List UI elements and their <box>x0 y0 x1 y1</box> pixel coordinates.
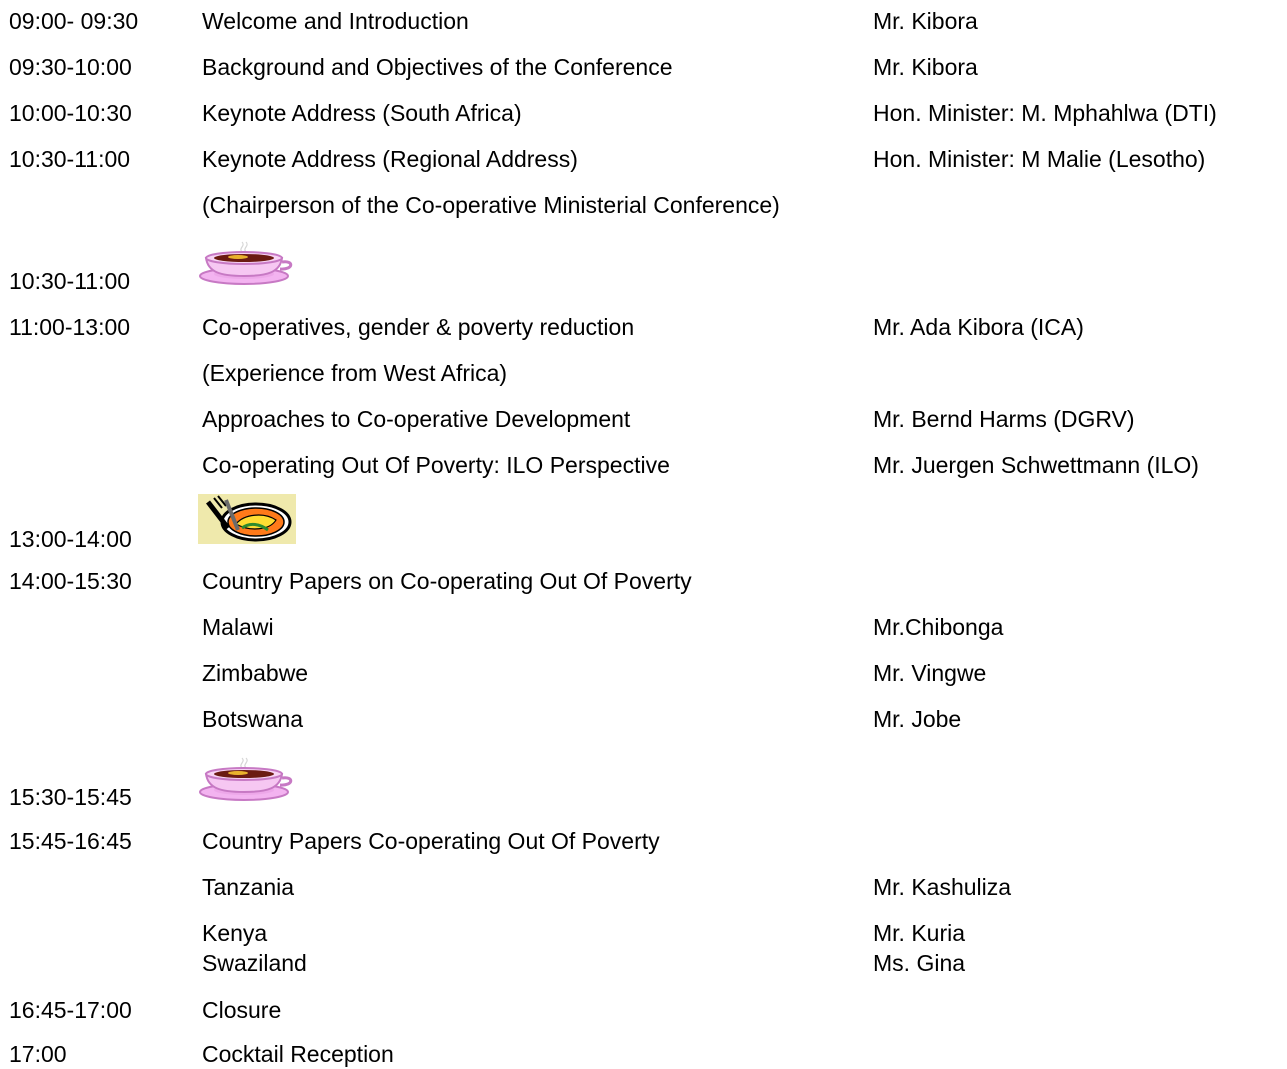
agenda-row <box>0 190 1287 220</box>
agenda-item: Co-operating Out Of Poverty: ILO Perspective <box>202 452 670 478</box>
speaker-name: Mr. Kuria <box>873 920 966 946</box>
agenda-item: Keynote Address (South Africa) <box>202 100 522 126</box>
lunch-plate-icon <box>198 494 296 544</box>
time-slot: 16:45-17:00 <box>9 997 132 1023</box>
speaker-name: Ms. Gina <box>873 950 966 976</box>
agenda-item: Botswana <box>202 706 304 732</box>
speaker-name: Mr. Ada Kibora (ICA) <box>873 314 1084 340</box>
agenda-row <box>0 450 1287 480</box>
agenda-row <box>0 566 1287 596</box>
time-slot: 13:00-14:00 <box>9 526 132 552</box>
agenda-row <box>0 658 1287 688</box>
agenda-item: Tanzania <box>202 874 295 900</box>
speaker-name: Mr. Juergen Schwettmann (ILO) <box>873 452 1199 478</box>
agenda-item: Kenya <box>202 920 268 946</box>
agenda-item: Swaziland <box>202 950 307 976</box>
agenda-row <box>0 826 1287 856</box>
time-slot: 10:30-11:00 <box>9 268 131 294</box>
speaker-name: Hon. Minister: M. Mphahlwa (DTI) <box>873 100 1217 126</box>
agenda-item: Co-operatives, gender & poverty reduction <box>202 314 635 340</box>
speaker-name: Mr. Jobe <box>873 706 962 732</box>
time-slot: 09:00- 09:30 <box>9 8 139 34</box>
time-slot: 15:45-16:45 <box>9 828 132 854</box>
tea-break-row <box>0 782 1287 812</box>
agenda-row <box>0 404 1287 434</box>
tea-break-row <box>0 266 1287 296</box>
time-slot: 10:30-11:00 <box>9 146 131 172</box>
agenda-item: (Chairperson of the Co-operative Ministerial Conference) <box>202 192 780 218</box>
agenda-item: Zimbabwe <box>202 660 309 686</box>
lunch-break-row <box>0 524 1287 554</box>
agenda-item: (Experience from West Africa) <box>202 360 508 386</box>
agenda-item: Country Papers on Co-operating Out Of Poverty <box>202 568 692 594</box>
agenda-row <box>0 704 1287 734</box>
agenda-item: Approaches to Co-operative Development <box>202 406 631 432</box>
speaker-name: Mr. Vingwe <box>873 660 987 686</box>
time-slot: 14:00-15:30 <box>9 568 132 594</box>
speaker-name: Mr. Kashuliza <box>873 874 1012 900</box>
agenda-row <box>0 995 1287 1025</box>
agenda-row <box>0 358 1287 388</box>
agenda-row <box>0 918 1287 948</box>
agenda-row <box>0 872 1287 902</box>
time-slot: 11:00-13:00 <box>9 314 131 340</box>
speaker-name: Mr. Kibora <box>873 8 978 34</box>
agenda-item: Welcome and Introduction <box>202 8 469 34</box>
agenda-row <box>0 144 1287 174</box>
agenda-row <box>0 6 1287 36</box>
agenda-item: Keynote Address (Regional Address) <box>202 146 578 172</box>
agenda-item: Cocktail Reception <box>202 1041 394 1067</box>
agenda-item: Background and Objectives of the Conference <box>202 54 673 80</box>
speaker-name: Mr.Chibonga <box>873 614 1004 640</box>
agenda-row <box>0 52 1287 82</box>
agenda-row <box>0 1039 1287 1069</box>
time-slot: 15:30-15:45 <box>9 784 132 810</box>
tea-cup-icon <box>198 238 294 286</box>
agenda-row <box>0 948 1287 978</box>
speaker-name: Mr. Bernd Harms (DGRV) <box>873 406 1135 432</box>
agenda-item: Malawi <box>202 614 274 640</box>
tea-cup-icon <box>198 754 294 802</box>
agenda-row <box>0 612 1287 642</box>
agenda-item: Closure <box>202 997 282 1023</box>
time-slot: 17:00 <box>9 1041 67 1067</box>
time-slot: 09:30-10:00 <box>9 54 132 80</box>
agenda-row <box>0 98 1287 128</box>
speaker-name: Hon. Minister: M Malie (Lesotho) <box>873 146 1206 172</box>
time-slot: 10:00-10:30 <box>9 100 132 126</box>
speaker-name: Mr. Kibora <box>873 54 978 80</box>
agenda-item: Country Papers Co-operating Out Of Poverty <box>202 828 660 854</box>
agenda-row <box>0 312 1287 342</box>
